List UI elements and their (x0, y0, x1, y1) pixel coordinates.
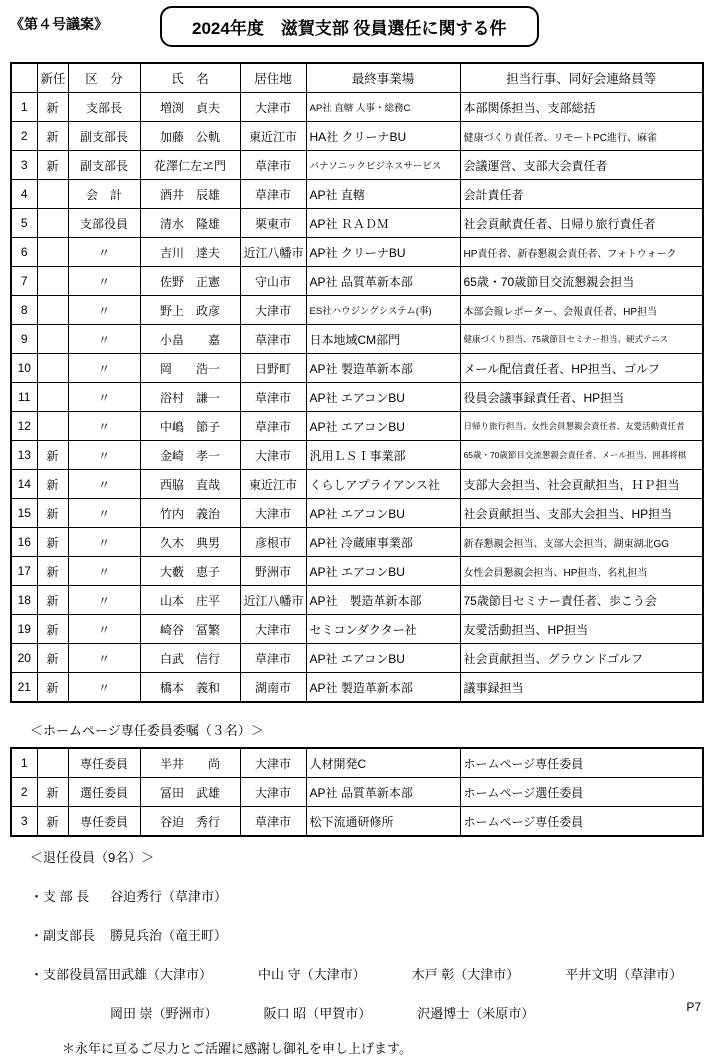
cell-new (37, 325, 68, 354)
cell-new (37, 354, 68, 383)
cell-residence: 草津市 (240, 180, 306, 209)
cell-duties: 本部会報レポーター、会報責任者、HP担当 (460, 296, 703, 325)
cell-workplace: 日本地域CM部門 (306, 325, 460, 354)
cell-duties: 65歳・70歳節目交流懇親会責任者、メール担当、囲碁将棋 (460, 441, 703, 470)
cell-residence: 守山市 (240, 267, 306, 296)
cell-new: 新 (37, 615, 68, 644)
cell-duties: 本部関係担当、支部総括 (460, 93, 703, 122)
retired-person: 平井文明（草津市） (565, 967, 683, 982)
cell-name: 半井 尚 (140, 748, 240, 778)
retired-officers-section (30, 847, 715, 1022)
cell-new: 新 (37, 778, 68, 807)
cell-workplace: 汎用ＬＳＩ事業部 (306, 441, 460, 470)
cell-no: 1 (11, 748, 37, 778)
cell-name: 白武 信行 (140, 644, 240, 673)
cell-new: 新 (37, 557, 68, 586)
cell-new: 新 (37, 586, 68, 615)
header-cell-duties: 担当行事、同好会連絡員等 (460, 63, 703, 93)
cell-duties: HP責任者、新春懇親会責任者、フォトウォーク (460, 238, 703, 267)
table-row (11, 499, 703, 528)
cell-no: 8 (11, 296, 37, 325)
cell-residence: 日野町 (240, 354, 306, 383)
document-header (0, 0, 715, 47)
cell-workplace: AP社 直轄 人事・総務C (306, 93, 460, 122)
cell-residence: 大津市 (240, 615, 306, 644)
cell-category: 〃 (68, 325, 140, 354)
cell-no: 3 (11, 151, 37, 180)
hp-committee-table (10, 747, 704, 837)
cell-name: 酒井 辰雄 (140, 180, 240, 209)
cell-residence: 草津市 (240, 383, 306, 412)
cell-residence: 湖南市 (240, 673, 306, 703)
cell-workplace: AP社 エアコンBU (306, 499, 460, 528)
cell-name: 浴村 謙一 (140, 383, 240, 412)
table-row (11, 748, 703, 778)
cell-duties: 社会貢献担当、グラウンドゴルフ (460, 644, 703, 673)
cell-duties: 友愛活動担当、HP担当 (460, 615, 703, 644)
cell-duties: 健康づくり責任者、リモートPC進行、麻雀 (460, 122, 703, 151)
cell-new: 新 (37, 151, 68, 180)
retired-role-label: ・支 部 長 (30, 889, 90, 904)
retired-line (30, 886, 715, 905)
cell-residence: 草津市 (240, 151, 306, 180)
cell-duties: 社会貢献担当、支部大会担当、HP担当 (460, 499, 703, 528)
cell-name: 冨田 武雄 (140, 778, 240, 807)
cell-residence: 大津市 (240, 778, 306, 807)
cell-workplace: AP社 品質革新本部 (306, 778, 460, 807)
cell-new (37, 180, 68, 209)
cell-new (37, 267, 68, 296)
cell-residence: 大津市 (240, 499, 306, 528)
cell-duties: 会計責任者 (460, 180, 703, 209)
table-row (11, 412, 703, 441)
cell-category: 〃 (68, 528, 140, 557)
retired-person: 谷迫秀行（草津市） (110, 889, 228, 904)
table-row (11, 209, 703, 238)
cell-duties: 支部大会担当、社会貢献担当，ＨＰ担当 (460, 470, 703, 499)
table-row (11, 354, 703, 383)
cell-no: 18 (11, 586, 37, 615)
cell-residence: 大津市 (240, 296, 306, 325)
cell-category: 〃 (68, 267, 140, 296)
cell-new (37, 296, 68, 325)
cell-no: 21 (11, 673, 37, 703)
cell-new (37, 383, 68, 412)
cell-residence: 東近江市 (240, 470, 306, 499)
cell-workplace: ES社ハウジングシステム(事) (306, 296, 460, 325)
cell-category: 〃 (68, 499, 140, 528)
cell-workplace: HA社 クリーナBU (306, 122, 460, 151)
header-cell-workplace: 最終事業場 (306, 63, 460, 93)
cell-category: 〃 (68, 383, 140, 412)
page-number: P7 (686, 1000, 701, 1014)
cell-name: 金崎 孝一 (140, 441, 240, 470)
cell-workplace: AP社 エアコンBU (306, 644, 460, 673)
cell-workplace: パナソニックビジネスサービス (306, 151, 460, 180)
cell-new: 新 (37, 499, 68, 528)
cell-residence: 野洲市 (240, 557, 306, 586)
cell-name: 橋本 義和 (140, 673, 240, 703)
cell-category: 〃 (68, 441, 140, 470)
cell-name: 吉川 達夫 (140, 238, 240, 267)
cell-category: 〃 (68, 470, 140, 499)
cell-no: 1 (11, 93, 37, 122)
cell-name: 中嶋 節子 (140, 412, 240, 441)
cell-category: 副支部長 (68, 151, 140, 180)
cell-residence: 大津市 (240, 441, 306, 470)
cell-workplace: AP社 製造革新本部 (306, 586, 460, 615)
table-row (11, 180, 703, 209)
cell-category: 〃 (68, 412, 140, 441)
cell-name: 小畠 嘉 (140, 325, 240, 354)
table-row (11, 296, 703, 325)
table-row (11, 151, 703, 180)
cell-no: 15 (11, 499, 37, 528)
cell-category: 副支部長 (68, 122, 140, 151)
cell-no: 14 (11, 470, 37, 499)
cell-name: 岡 浩一 (140, 354, 240, 383)
cell-workplace: 松下流通研修所 (306, 807, 460, 837)
cell-category: 会 計 (68, 180, 140, 209)
cell-name: 西脇 直哉 (140, 470, 240, 499)
table-row (11, 615, 703, 644)
retired-role-label: ・副支部長 (30, 928, 96, 943)
cell-name: 加藤 公軌 (140, 122, 240, 151)
cell-workplace: AP社 製造革新本部 (306, 673, 460, 703)
cell-new: 新 (37, 673, 68, 703)
cell-new: 新 (37, 644, 68, 673)
cell-category: 支部長 (68, 93, 140, 122)
retired-role-label: ・支部役員 (30, 967, 96, 982)
table-row (11, 807, 703, 837)
cell-duties: 65歳・70歳節目交流懇親会担当 (460, 267, 703, 296)
cell-workplace: AP社 エアコンBU (306, 557, 460, 586)
cell-residence: 近江八幡市 (240, 586, 306, 615)
cell-workplace: AP社 直轄 (306, 180, 460, 209)
retired-role-label (30, 1003, 110, 1022)
table-row (11, 383, 703, 412)
table-row (11, 238, 703, 267)
table-row (11, 470, 703, 499)
retired-person: 岡田 崇（野洲市） (110, 1006, 218, 1021)
cell-name: 崎谷 冨繁 (140, 615, 240, 644)
cell-category: 〃 (68, 238, 140, 267)
cell-duties: 75歳節目セミナー責任者、歩こう会 (460, 586, 703, 615)
gratitude-note: ＊永年に亘るご尽力とご活躍に感謝し御礼を申し上げます。 (62, 1041, 412, 1056)
cell-name: 野上 政彦 (140, 296, 240, 325)
cell-residence: 草津市 (240, 412, 306, 441)
retired-person: 阪口 昭（甲賀市） (263, 1006, 372, 1021)
cell-residence: 大津市 (240, 93, 306, 122)
table-row (11, 325, 703, 354)
cell-no: 6 (11, 238, 37, 267)
cell-category: 〃 (68, 673, 140, 703)
table-row (11, 673, 703, 703)
officers-table (10, 62, 704, 703)
cell-name: 佐野 正憲 (140, 267, 240, 296)
table-row (11, 528, 703, 557)
cell-workplace: セミコンダクター社 (306, 615, 460, 644)
cell-residence: 彦根市 (240, 528, 306, 557)
retired-line (30, 1003, 715, 1022)
cell-category: 〃 (68, 296, 140, 325)
cell-no: 16 (11, 528, 37, 557)
cell-category: 〃 (68, 615, 140, 644)
cell-new (37, 412, 68, 441)
cell-name: 竹内 義治 (140, 499, 240, 528)
cell-residence: 草津市 (240, 325, 306, 354)
retired-person: 冨田武雄（大津市） (95, 967, 213, 982)
cell-category: 〃 (68, 354, 140, 383)
cell-workplace: AP社 品質革新本部 (306, 267, 460, 296)
cell-category: 〃 (68, 586, 140, 615)
cell-no: 11 (11, 383, 37, 412)
cell-name: 山本 庄平 (140, 586, 240, 615)
cell-workplace: AP社 ＲＡＤＭ (306, 209, 460, 238)
cell-name: 清水 隆雄 (140, 209, 240, 238)
cell-no: 2 (11, 778, 37, 807)
cell-category: 〃 (68, 557, 140, 586)
cell-new (37, 209, 68, 238)
cell-duties: ホームページ専任委員 (460, 748, 703, 778)
cell-workplace: AP社 エアコンBU (306, 383, 460, 412)
cell-duties: 女性会員懇親会担当、HP担当、名札担当 (460, 557, 703, 586)
officers-table-header-row (11, 63, 703, 93)
cell-new: 新 (37, 528, 68, 557)
cell-name: 花澤仁左ヱ門 (140, 151, 240, 180)
cell-duties: 議事録担当 (460, 673, 703, 703)
cell-category: 支部役員 (68, 209, 140, 238)
table-row (11, 267, 703, 296)
cell-new: 新 (37, 122, 68, 151)
table-row (11, 644, 703, 673)
cell-workplace: AP社 クリーナBU (306, 238, 460, 267)
cell-duties: 日帰り旅行担当、女性会員懇親会責任者、友愛活動責任者 (460, 412, 703, 441)
cell-category: 〃 (68, 644, 140, 673)
cell-workplace: AP社 エアコンBU (306, 412, 460, 441)
cell-name: 谷迫 秀行 (140, 807, 240, 837)
cell-no: 3 (11, 807, 37, 837)
cell-duties: 新春懇親会担当、支部大会担当、湖東湖北GG (460, 528, 703, 557)
retired-line (30, 925, 715, 944)
cell-new: 新 (37, 470, 68, 499)
header-cell-category: 区 分 (68, 63, 140, 93)
cell-category: 選任委員 (68, 778, 140, 807)
retired-section-title: ＜退任役員（9名）＞ (30, 850, 155, 865)
table-row (11, 441, 703, 470)
cell-duties: ホームページ専任委員 (460, 807, 703, 837)
cell-name: 大藪 恵子 (140, 557, 240, 586)
cell-name: 久木 典男 (140, 528, 240, 557)
cell-no: 9 (11, 325, 37, 354)
cell-duties: 社会貢献責任者、日帰り旅行責任者 (460, 209, 703, 238)
cell-residence: 東近江市 (240, 122, 306, 151)
header-cell-residence: 居住地 (240, 63, 306, 93)
cell-no: 10 (11, 354, 37, 383)
cell-new (37, 748, 68, 778)
cell-new (37, 238, 68, 267)
cell-residence: 近江八幡市 (240, 238, 306, 267)
cell-workplace: AP社 冷蔵庫事業部 (306, 528, 460, 557)
cell-no: 20 (11, 644, 37, 673)
cell-new: 新 (37, 93, 68, 122)
cell-no: 17 (11, 557, 37, 586)
cell-workplace: 人材開発C (306, 748, 460, 778)
retired-person: 木戸 彰（大津市） (411, 967, 520, 982)
cell-duties: 役員会議事録責任者、HP担当 (460, 383, 703, 412)
hp-committee-section-title: ＜ホームページ専任委員委嘱（３名）＞ (30, 723, 264, 738)
cell-residence: 草津市 (240, 807, 306, 837)
table-row (11, 93, 703, 122)
cell-no: 2 (11, 122, 37, 151)
cell-no: 13 (11, 441, 37, 470)
cell-duties: ホームページ選任委員 (460, 778, 703, 807)
cell-residence: 栗東市 (240, 209, 306, 238)
cell-category: 専任委員 (68, 807, 140, 837)
header-cell-new: 新任 (37, 63, 68, 93)
header-cell-name: 氏 名 (140, 63, 240, 93)
table-row (11, 586, 703, 615)
cell-duties: 会議運営、支部大会責任者 (460, 151, 703, 180)
cell-no: 19 (11, 615, 37, 644)
cell-residence: 草津市 (240, 644, 306, 673)
cell-duties: 健康づくり担当、75歳節目セミナー担当、硬式テニス (460, 325, 703, 354)
cell-new: 新 (37, 441, 68, 470)
cell-residence: 大津市 (240, 748, 306, 778)
header-cell-no (11, 63, 37, 93)
cell-duties: メール配信責任者、HP担当、ゴルフ (460, 354, 703, 383)
retired-person: 中山 守（大津市） (258, 967, 366, 982)
retired-line (30, 964, 715, 983)
cell-no: 4 (11, 180, 37, 209)
retired-person: 沢邉博士（米原市） (417, 1006, 535, 1021)
retired-person: 勝見兵治（竜王町） (110, 928, 228, 943)
cell-new: 新 (37, 807, 68, 837)
table-row (11, 557, 703, 586)
table-row (11, 778, 703, 807)
cell-no: 5 (11, 209, 37, 238)
cell-workplace: AP社 製造革新本部 (306, 354, 460, 383)
cell-category: 専任委員 (68, 748, 140, 778)
cell-no: 12 (11, 412, 37, 441)
case-number-label: 《第４号議案》 (10, 16, 108, 32)
cell-name: 増渕 貞夫 (140, 93, 240, 122)
table-row (11, 122, 703, 151)
cell-no: 7 (11, 267, 37, 296)
page-title: 2024年度 滋賀支部 役員選任に関する件 (160, 6, 539, 47)
cell-workplace: くらしアプライアンス社 (306, 470, 460, 499)
